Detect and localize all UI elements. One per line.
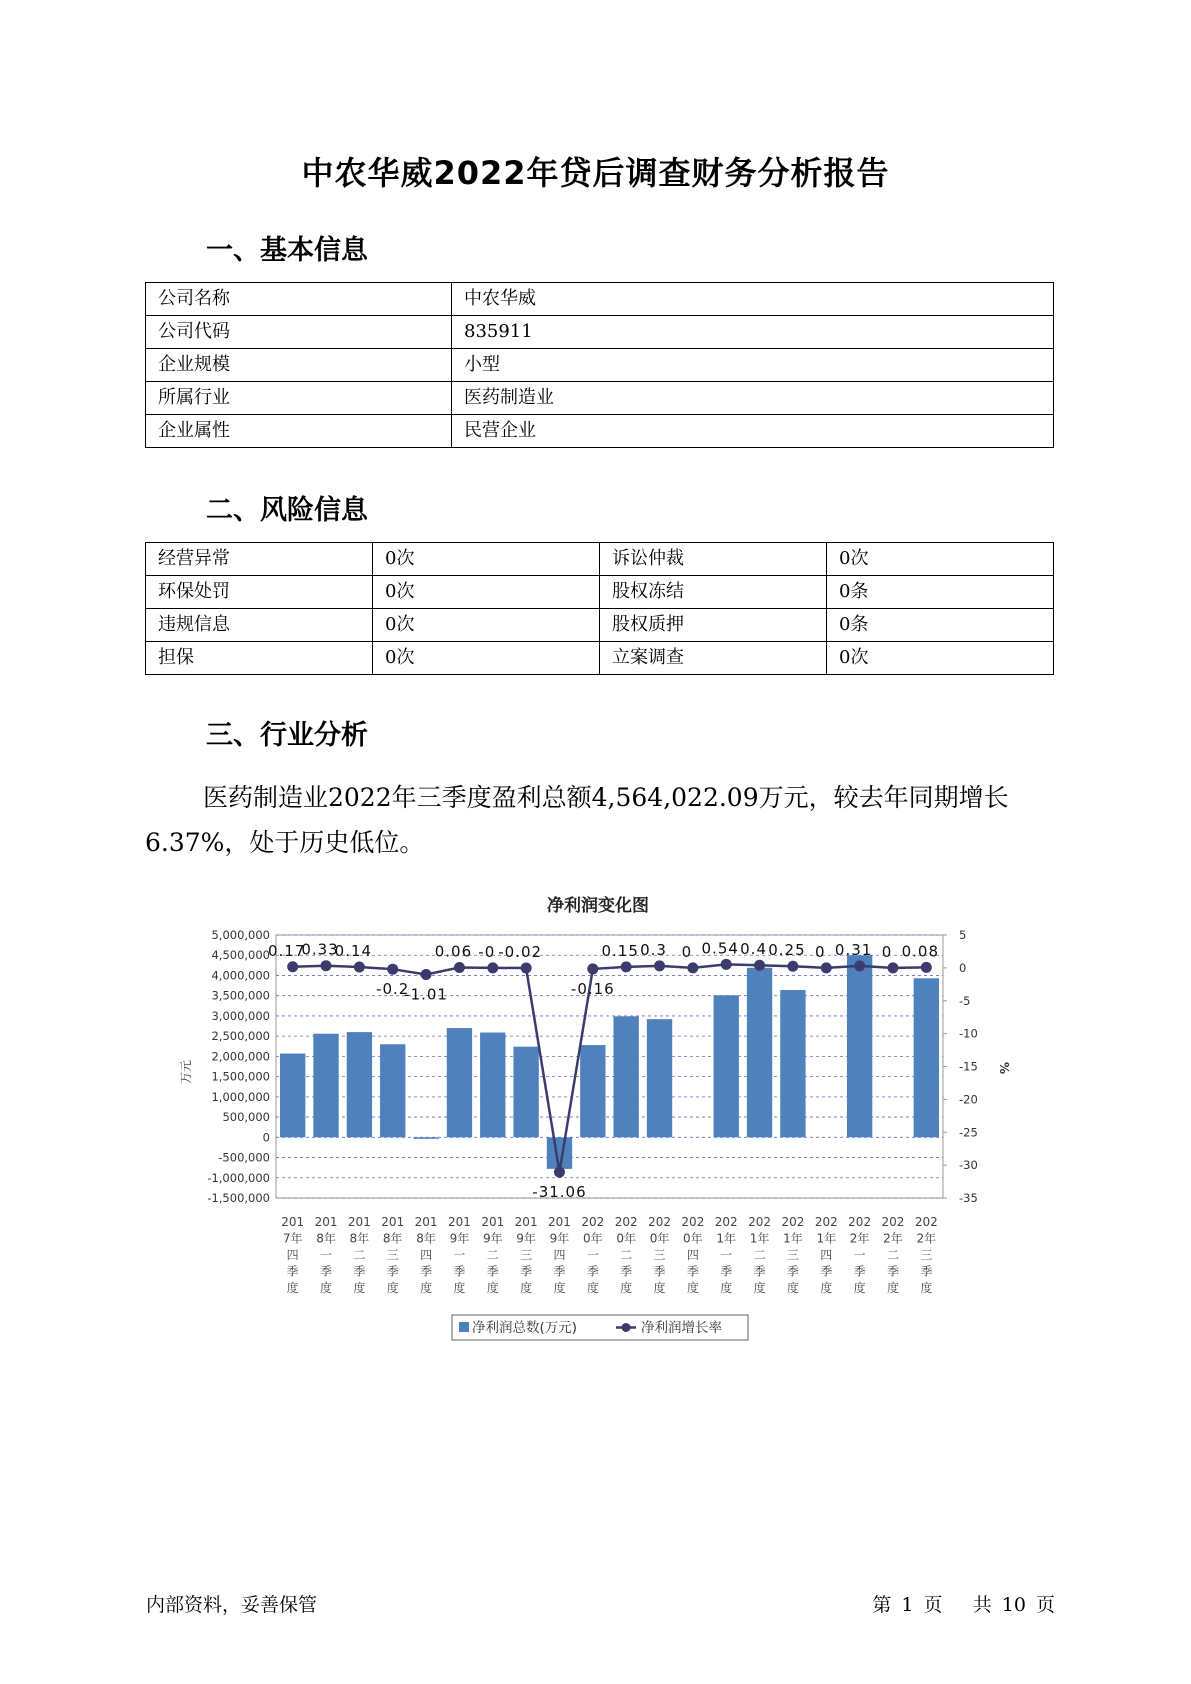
y-left-tick-label: 4,500,000 — [211, 948, 270, 963]
y-left-tick-label: -500,000 — [218, 1150, 270, 1165]
x-tick-label: 度 — [820, 1281, 833, 1295]
y-left-tick-label: 500,000 — [222, 1110, 270, 1125]
y-right-tick-label: 5 — [959, 928, 967, 942]
x-tick-label: 度 — [286, 1281, 299, 1295]
bar — [380, 1044, 405, 1137]
bar — [280, 1054, 305, 1138]
risk-info-value: 0次 — [373, 576, 600, 609]
x-tick-label: 二 — [620, 1248, 633, 1262]
risk-info-label: 环保处罚 — [146, 576, 373, 609]
page-title: 中农华威2022年贷后调查财务分析报告 — [301, 154, 890, 192]
growth-rate-data-label: -1.01 — [404, 985, 448, 1004]
x-tick-label: 度 — [553, 1281, 566, 1295]
x-tick-label: 三 — [520, 1248, 533, 1262]
x-tick-label: 二 — [753, 1248, 766, 1262]
x-tick-label: 一 — [853, 1248, 866, 1262]
y-left-tick-label: 0 — [262, 1130, 270, 1145]
x-tick-label: 季 — [820, 1264, 833, 1279]
basic-info-label: 公司名称 — [146, 283, 452, 316]
y-left-tick-label: -1,000,000 — [207, 1170, 270, 1185]
x-tick-label: 二 — [486, 1248, 499, 1262]
bar — [547, 1137, 572, 1169]
section-heading-risk: 二、风险信息 — [206, 495, 368, 526]
x-tick-label: 三 — [920, 1248, 933, 1262]
bar — [847, 955, 872, 1137]
x-tick-label: 202 — [648, 1215, 671, 1229]
y-right-axis-label: % — [997, 1061, 1011, 1075]
growth-rate-data-label: 0.08 — [901, 942, 940, 961]
y-left-tick-label: 1,000,000 — [211, 1089, 270, 1104]
x-tick-label: 0年 — [583, 1231, 603, 1246]
x-tick-label: 2年 — [849, 1231, 870, 1246]
x-tick-label: 度 — [486, 1281, 499, 1295]
x-tick-label: 7年 — [282, 1231, 303, 1246]
x-tick-label: 季 — [920, 1264, 933, 1279]
x-tick-label: 二 — [353, 1248, 366, 1262]
x-tick-label: 8年 — [349, 1231, 370, 1246]
growth-rate-data-label: 0 — [881, 942, 893, 961]
x-tick-label: 二 — [886, 1248, 899, 1262]
bar — [513, 1047, 538, 1138]
x-tick-label: 季 — [386, 1264, 399, 1279]
growth-rate-data-label: 0.4 — [740, 940, 768, 959]
risk-info-row — [146, 543, 1054, 576]
x-tick-label: 度 — [620, 1281, 633, 1295]
growth-rate-point — [354, 961, 365, 972]
x-tick-label: 度 — [453, 1281, 466, 1295]
growth-rate-point — [321, 960, 332, 971]
growth-rate-point — [887, 962, 898, 973]
x-tick-label: 度 — [920, 1281, 933, 1295]
risk-info-row — [146, 642, 1054, 675]
risk-info-value: 0次 — [373, 609, 600, 642]
x-tick-label: 度 — [353, 1281, 366, 1295]
y-left-tick-label: 3,000,000 — [211, 1008, 270, 1023]
x-tick-label: 2年 — [883, 1231, 903, 1246]
basic-info-label: 公司代码 — [146, 316, 452, 349]
x-tick-label: 季 — [486, 1264, 499, 1279]
y-right-tick-label: -15 — [959, 1059, 978, 1074]
basic-info-value: 民营企业 — [452, 415, 1054, 448]
y-left-tick-label: 5,000,000 — [211, 928, 270, 942]
x-tick-label: 度 — [720, 1281, 733, 1295]
y-left-axis-label: 万元 — [179, 1059, 193, 1085]
legend-label-bar: 净利润总数(万元) — [472, 1320, 578, 1336]
x-tick-label: 季 — [653, 1264, 666, 1279]
growth-rate-point — [587, 963, 598, 974]
growth-rate-point — [521, 963, 532, 974]
y-left-tick-label: 2,000,000 — [211, 1049, 270, 1064]
y-right-tick-label: -35 — [959, 1191, 978, 1205]
x-tick-label: 度 — [753, 1281, 766, 1295]
growth-rate-data-label: -0 — [478, 942, 496, 961]
basic-info-row — [146, 316, 1054, 349]
growth-rate-data-label: 0 — [681, 942, 693, 961]
x-tick-label: 0年 — [616, 1231, 636, 1246]
y-left-tick-label: 3,500,000 — [211, 988, 270, 1003]
basic-info-row — [146, 415, 1054, 448]
x-tick-label: 201 — [514, 1215, 538, 1229]
x-tick-label: 201 — [447, 1215, 471, 1229]
x-tick-label: 1年 — [749, 1231, 770, 1246]
x-tick-label: 1年 — [783, 1231, 803, 1246]
growth-rate-data-label: 0.17 — [267, 941, 306, 960]
plot-area — [276, 935, 943, 1198]
x-tick-label: 度 — [886, 1281, 899, 1295]
bar — [580, 1045, 605, 1137]
growth-rate-data-label: -0.2 — [376, 980, 410, 999]
x-tick-label: 四 — [686, 1248, 699, 1262]
y-right-tick-label: -5 — [959, 993, 971, 1008]
x-tick-label: 201 — [314, 1215, 338, 1229]
x-tick-label: 四 — [553, 1248, 566, 1262]
x-tick-label: 202 — [581, 1215, 605, 1229]
risk-info-row — [146, 609, 1054, 642]
x-tick-label: 202 — [814, 1215, 838, 1229]
risk-info-table — [145, 542, 1054, 675]
basic-info-label: 所属行业 — [146, 382, 452, 415]
growth-rate-point — [287, 961, 298, 972]
risk-info-value: 0次 — [827, 543, 1054, 576]
x-tick-label: 四 — [420, 1248, 433, 1262]
legend-swatch-bar — [459, 1322, 469, 1332]
growth-rate-data-label: 0.14 — [334, 941, 373, 960]
x-tick-label: 0年 — [683, 1231, 703, 1246]
bar — [313, 1034, 338, 1138]
risk-info-label: 立案调查 — [600, 642, 827, 675]
basic-info-row — [146, 283, 1054, 316]
x-tick-label: 季 — [620, 1264, 633, 1279]
x-tick-label: 8年 — [416, 1231, 436, 1246]
footer-page-info: 第 1 页 共 10 页 — [872, 1594, 1055, 1616]
net-profit-chart — [0, 880, 1191, 1350]
bar — [780, 990, 805, 1137]
growth-rate-data-label: 0.31 — [834, 940, 873, 959]
growth-rate-data-label: 0.54 — [701, 939, 739, 958]
growth-rate-point — [487, 962, 498, 973]
x-tick-label: 度 — [420, 1281, 433, 1295]
y-left-tick-label: -1,500,000 — [207, 1191, 270, 1205]
growth-rate-data-label: -0.16 — [570, 979, 615, 998]
x-tick-label: 202 — [714, 1215, 738, 1229]
risk-info-label: 诉讼仲裁 — [600, 543, 827, 576]
x-tick-label: 度 — [786, 1281, 799, 1295]
growth-rate-point — [754, 960, 765, 971]
x-tick-label: 度 — [853, 1281, 866, 1295]
chart-title: 净利润变化图 — [547, 896, 649, 916]
growth-rate-data-label: 0.06 — [434, 942, 473, 961]
x-tick-label: 季 — [453, 1264, 466, 1279]
x-tick-label: 1年 — [716, 1231, 737, 1246]
x-tick-label: 201 — [381, 1215, 405, 1229]
risk-info-label: 违规信息 — [146, 609, 373, 642]
x-tick-label: 季 — [420, 1264, 433, 1279]
basic-info-value: 医药制造业 — [452, 382, 1054, 415]
x-tick-label: 9年 — [549, 1231, 570, 1246]
growth-rate-point — [387, 964, 398, 975]
x-tick-label: 202 — [881, 1215, 905, 1229]
growth-rate-data-label: -0.02 — [498, 943, 543, 962]
risk-info-value: 0条 — [827, 609, 1054, 642]
y-right-tick-label: -30 — [959, 1158, 978, 1173]
x-tick-label: 度 — [586, 1281, 599, 1295]
x-tick-label: 四 — [820, 1248, 833, 1262]
y-right-tick-label: -10 — [959, 1026, 978, 1041]
growth-rate-data-label: 0 — [815, 942, 826, 961]
x-tick-label: 季 — [286, 1264, 299, 1279]
bar — [914, 978, 939, 1137]
industry-paragraph: 医药制造业2022年三季度盈利总额4,564,022.09万元，较去年同期增长6.37%，处于历史低位。 — [145, 783, 1009, 857]
x-tick-label: 一 — [720, 1248, 733, 1262]
growth-rate-point — [787, 961, 798, 972]
basic-info-label: 企业规模 — [146, 349, 452, 382]
y-right-tick-label: 0 — [959, 960, 967, 975]
growth-rate-data-label: 0.3 — [640, 940, 667, 959]
basic-info-table — [145, 282, 1054, 448]
risk-info-label: 股权冻结 — [600, 576, 827, 609]
x-tick-label: 202 — [914, 1215, 938, 1229]
x-tick-label: 季 — [853, 1264, 866, 1279]
x-tick-label: 季 — [320, 1264, 333, 1279]
basic-info-row — [146, 349, 1054, 382]
x-tick-label: 度 — [320, 1281, 333, 1295]
section-heading-basic: 一、基本信息 — [206, 235, 368, 266]
x-tick-label: 季 — [786, 1264, 799, 1279]
x-tick-label: 季 — [353, 1264, 366, 1279]
x-tick-label: 度 — [520, 1281, 533, 1295]
x-tick-label: 三 — [386, 1248, 399, 1262]
risk-info-row — [146, 576, 1054, 609]
x-tick-label: 季 — [720, 1264, 733, 1279]
x-tick-label: 9年 — [449, 1231, 470, 1246]
x-tick-label: 三 — [653, 1248, 666, 1262]
y-right-tick-label: -20 — [959, 1092, 978, 1107]
x-tick-label: 201 — [347, 1215, 371, 1229]
risk-info-value: 0次 — [373, 642, 600, 675]
growth-rate-point — [421, 969, 432, 980]
risk-info-value: 0次 — [827, 642, 1054, 675]
x-tick-label: 201 — [548, 1215, 571, 1229]
x-tick-label: 0年 — [649, 1231, 670, 1246]
basic-info-value: 小型 — [452, 349, 1054, 382]
x-tick-label: 202 — [614, 1215, 638, 1229]
growth-rate-point — [687, 962, 698, 973]
bar — [413, 1137, 438, 1139]
footer-confidential: 内部资料，妥善保管 — [146, 1594, 318, 1616]
x-tick-label: 8年 — [316, 1231, 336, 1246]
x-tick-label: 202 — [781, 1215, 805, 1229]
x-tick-label: 202 — [748, 1215, 772, 1229]
bar — [714, 995, 739, 1137]
x-tick-label: 度 — [686, 1281, 699, 1295]
bar — [347, 1032, 372, 1137]
y-left-tick-label: 1,500,000 — [211, 1069, 270, 1084]
x-tick-label: 度 — [386, 1281, 399, 1295]
x-tick-label: 季 — [586, 1264, 599, 1279]
risk-info-label: 担保 — [146, 642, 373, 675]
x-tick-label: 季 — [886, 1264, 899, 1279]
basic-info-row — [146, 382, 1054, 415]
x-tick-label: 201 — [281, 1215, 305, 1229]
growth-rate-point — [854, 960, 865, 971]
x-tick-label: 季 — [753, 1264, 766, 1279]
risk-info-label: 经营异常 — [146, 543, 373, 576]
risk-info-value: 0次 — [373, 543, 600, 576]
basic-info-value: 835911 — [452, 316, 1054, 349]
x-tick-label: 201 — [414, 1215, 438, 1229]
x-tick-label: 季 — [520, 1264, 533, 1279]
growth-rate-data-label: 0.33 — [301, 940, 339, 959]
growth-rate-point — [721, 959, 732, 970]
legend-swatch-point — [622, 1323, 631, 1332]
section-heading-industry: 三、行业分析 — [206, 720, 368, 751]
growth-rate-point — [454, 962, 465, 973]
y-right-tick-label: -25 — [959, 1125, 978, 1140]
x-tick-label: 度 — [653, 1281, 666, 1295]
bar — [480, 1033, 505, 1138]
y-left-tick-label: 2,500,000 — [211, 1029, 270, 1044]
x-tick-label: 8年 — [382, 1231, 403, 1246]
x-tick-label: 季 — [553, 1264, 566, 1279]
x-tick-label: 1年 — [816, 1231, 837, 1246]
chart-svg — [0, 880, 1191, 1350]
bar — [747, 968, 772, 1138]
x-tick-label: 一 — [453, 1248, 466, 1262]
legend-label-line: 净利润增长率 — [641, 1320, 722, 1336]
x-tick-label: 四 — [286, 1248, 299, 1262]
x-tick-label: 三 — [786, 1248, 799, 1262]
basic-info-label: 企业属性 — [146, 415, 452, 448]
x-tick-label: 一 — [320, 1248, 333, 1262]
x-tick-label: 季 — [686, 1264, 699, 1279]
x-tick-label: 2年 — [916, 1231, 937, 1246]
bar — [647, 1019, 672, 1137]
growth-rate-data-label: 0.15 — [601, 941, 639, 960]
growth-rate-point — [554, 1167, 565, 1178]
x-tick-label: 201 — [481, 1215, 505, 1229]
growth-rate-data-label: -31.06 — [532, 1183, 587, 1202]
growth-rate-point — [621, 961, 632, 972]
growth-rate-point — [821, 962, 832, 973]
growth-rate-data-label: 0.25 — [768, 941, 806, 960]
x-tick-label: 202 — [848, 1215, 872, 1229]
growth-rate-point — [654, 960, 665, 971]
bar — [447, 1028, 472, 1137]
risk-info-label: 股权质押 — [600, 609, 827, 642]
x-tick-label: 9年 — [516, 1231, 536, 1246]
y-left-tick-label: 4,000,000 — [211, 968, 270, 983]
growth-rate-point — [921, 962, 932, 973]
bar — [614, 1016, 639, 1137]
risk-info-value: 0条 — [827, 576, 1054, 609]
x-tick-label: 一 — [586, 1248, 599, 1262]
x-tick-label: 9年 — [482, 1231, 503, 1246]
basic-info-value: 中农华威 — [452, 283, 1054, 316]
x-tick-label: 202 — [681, 1215, 705, 1229]
